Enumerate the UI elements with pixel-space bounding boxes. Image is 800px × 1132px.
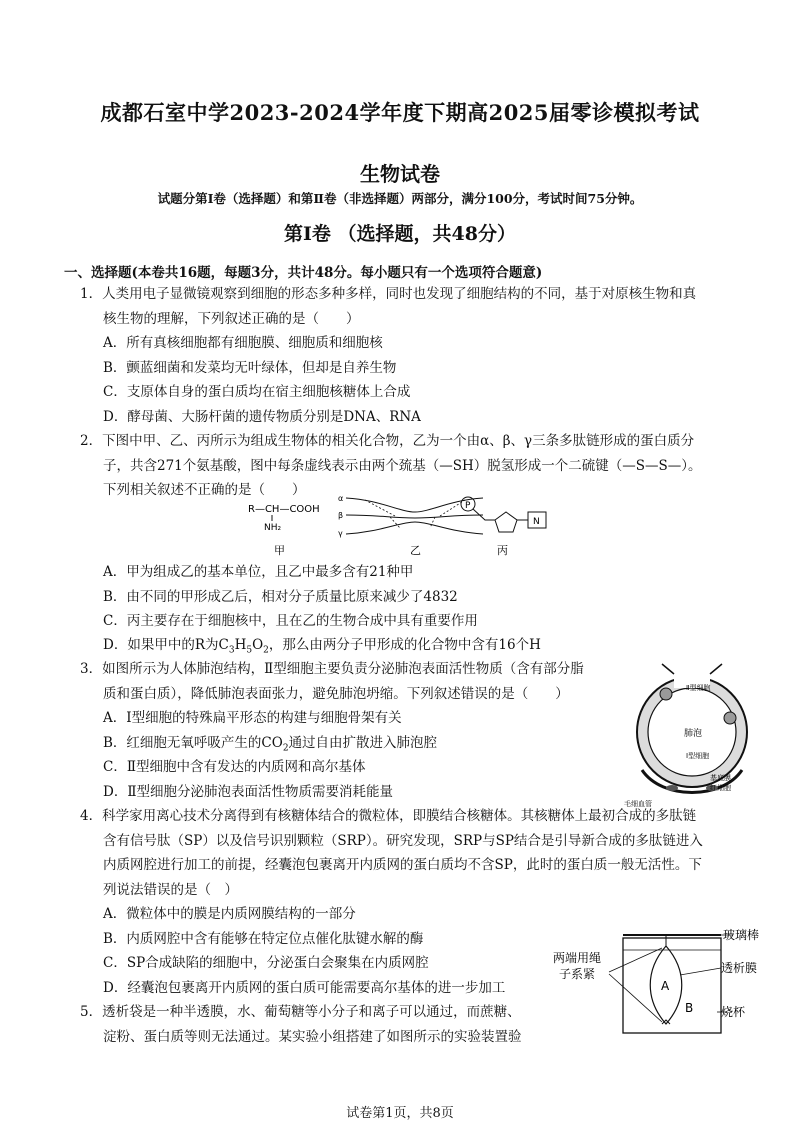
q4-stem-line1: 4．科学家用离心技术分离得到有核糖体结合的微粒体，即膜结合核糖体。其核糖体上最初合成的多肽链 bbox=[80, 808, 697, 824]
label-bing: 丙 bbox=[497, 544, 508, 557]
capillary-label: 毛细血管 bbox=[624, 800, 652, 808]
q4-stem-line2: 含有信号肽（SP）以及信号识别颗粒（SRP）。研究发现，SRP与SP结合是引导新合成的多肽链进入 bbox=[103, 833, 703, 849]
dialysis-figure bbox=[545, 920, 785, 1040]
gamma-chain bbox=[346, 522, 483, 534]
basement-label: 基底膜 bbox=[710, 774, 731, 782]
label-jia: 甲 bbox=[274, 544, 285, 557]
q1-option-b: B．颤蓝细菌和发菜均无叶绿体，但却是自养生物 bbox=[103, 360, 397, 376]
label-b: B bbox=[685, 1001, 694, 1015]
q2-option-c: C．丙主要存在于细胞核中，且在乙的生物合成中具有重要作用 bbox=[103, 613, 478, 629]
pentose-ring bbox=[495, 512, 517, 532]
disulfide-bond bbox=[430, 517, 435, 528]
red-blood-cell bbox=[666, 785, 678, 791]
q4-option-c: C．SP合成缺陷的细胞中，分泌蛋白会聚集在内质网腔 bbox=[103, 955, 429, 971]
q1-option-a: A．所有真核细胞都有细胞膜、细胞质和细胞核 bbox=[103, 335, 383, 351]
type1-label: Ⅰ型细胞 bbox=[686, 752, 710, 760]
membrane-pointer bbox=[680, 968, 721, 975]
type2-cell-right bbox=[724, 712, 736, 724]
q3-option-c: C．Ⅱ型细胞中含有发达的内质网和高尔基体 bbox=[103, 759, 366, 775]
formula-r: R—CH—COOH bbox=[248, 504, 320, 515]
type2-label: Ⅱ型细胞 bbox=[686, 684, 711, 692]
tie-label-2: 子系紧 bbox=[559, 967, 596, 981]
membrane-label: 透析膜 bbox=[721, 961, 758, 975]
page-footer: 试卷第1页，共8页 bbox=[346, 1106, 454, 1121]
alpha-label: α bbox=[338, 494, 344, 503]
q4-option-b: B．内质网腔中含有能够在特定位点催化肽键水解的酶 bbox=[103, 931, 424, 947]
tie-pointer-bottom bbox=[609, 974, 662, 1022]
q2-option-a: A．甲为组成乙的基本单位，且乙中最多含有21种甲 bbox=[103, 564, 414, 580]
q5-stem-line2: 淀粉、蛋白质等则无法通过。某实验小组搭建了如图所示的实验装置验 bbox=[103, 1029, 522, 1045]
q1-stem-line2: 核生物的理解，下列叙述正确的是（ ） bbox=[103, 311, 360, 327]
q5-stem-line1: 5．透析袋是一种半透膜，水、葡萄糖等小分子和离子可以通过，而蔗糖、 bbox=[80, 1004, 521, 1020]
formula-nh2: NH₂ bbox=[264, 523, 282, 533]
q2-figure bbox=[240, 488, 570, 560]
base-label: N bbox=[533, 517, 540, 527]
q4-option-d: D．经囊泡包裹离开内质网的蛋白质可能需要高尔基体的进一步加工 bbox=[103, 980, 506, 996]
q3-option-d: D．Ⅱ型细胞分泌肺泡表面活性物质需要消耗能量 bbox=[103, 784, 393, 800]
phosphate-label: P bbox=[465, 501, 471, 511]
subject-title: 生物试卷 bbox=[360, 162, 440, 186]
tie-label-1: 两端用绳 bbox=[553, 951, 602, 965]
gamma-label: γ bbox=[338, 529, 343, 538]
q3-stem-line1: 3．如图所示为人体肺泡结构，Ⅱ型细胞主要负责分泌肺泡表面活性物质（含有部分脂 bbox=[80, 661, 584, 677]
q4-stem-line3: 内质网腔进行加工的前提，经囊泡包裹离开内质网的蛋白质均不含SP，此时的蛋白质一般无活性。下 bbox=[103, 857, 702, 873]
label-a: A bbox=[661, 979, 670, 993]
part-title: 第Ⅰ卷 （选择题，共48分） bbox=[284, 223, 516, 245]
alveolus-figure bbox=[622, 660, 752, 810]
q3-stem-line2: 质和蛋白质），降低肺泡表面张力，避免肺泡坍缩。下列叙述错误的是（ ） bbox=[103, 686, 569, 702]
q4-stem-line4: 列说法错误的是（ ） bbox=[103, 882, 238, 898]
beta-chain bbox=[346, 515, 483, 518]
alveolus-label: 肺泡 bbox=[684, 729, 703, 739]
rbc-label: 红细胞 bbox=[710, 784, 731, 792]
q2-stem-line3: 下列相关叙述不正确的是（ ） bbox=[103, 482, 306, 498]
section-heading: 一、选择题(本卷共16题，每题3分，共计48分。每小题只有一个选项符合题意) bbox=[64, 265, 543, 281]
q2-stem-line1: 2．下图中甲、乙、丙所示为组成生物体的相关化合物，乙为一个由α、β、γ三条多肽链形成的蛋白质分 bbox=[80, 433, 695, 449]
q1-option-c: C．支原体自身的蛋白质均在宿主细胞核糖体上合成 bbox=[103, 384, 411, 400]
q1-option-d: D．酵母菌、大肠杆菌的遗传物质分别是DNA、RNA bbox=[103, 409, 421, 425]
q2-option-b: B．由不同的甲形成乙后，相对分子质量比原来减少了4832 bbox=[103, 589, 458, 605]
q4-option-a: A．微粒体中的膜是内质网膜结构的一部分 bbox=[103, 906, 356, 922]
glass-rod-label: 玻璃棒 bbox=[723, 928, 760, 942]
q2-option-d: D．如果甲中的R为$C_3H_5O_2$，那么由两分子甲形成的化合物中含有16个H bbox=[103, 637, 541, 656]
phosphate-link bbox=[473, 509, 495, 520]
exam-title: 成都石室中学2023-2024学年度下期高2025届零诊模拟考试 bbox=[100, 100, 700, 125]
q2-stem-line2: 子，共含271个氨基酸，图中每条虚线表示由两个巯基（—SH）脱氢形成一个二硫键（—S—S—）。 bbox=[103, 458, 702, 474]
q3-option-b: B．红细胞无氧呼吸产生的$CO_2$通过自由扩散进入肺泡腔 bbox=[103, 735, 438, 754]
q1-stem-line1: 1．人类用电子显微镜观察到细胞的形态多种多样，同时也发现了细胞结构的不同，基于对原核生物和真 bbox=[80, 286, 697, 302]
beta-label: β bbox=[338, 511, 344, 520]
label-yi: 乙 bbox=[410, 544, 421, 557]
beaker-label: 烧杯 bbox=[721, 1005, 746, 1019]
tie-pointer-top bbox=[609, 948, 662, 972]
exam-note: 试题分第Ⅰ卷（选择题）和第Ⅱ卷（非选择题）两部分，满分100分，考试时间75分钟。 bbox=[157, 191, 643, 206]
q3-option-a: A．Ⅰ型细胞的特殊扁平形态的构建与细胞骨架有关 bbox=[103, 710, 402, 726]
type2-cell-left bbox=[660, 688, 672, 700]
beaker bbox=[623, 938, 721, 1033]
disulfide-bond bbox=[365, 500, 395, 516]
